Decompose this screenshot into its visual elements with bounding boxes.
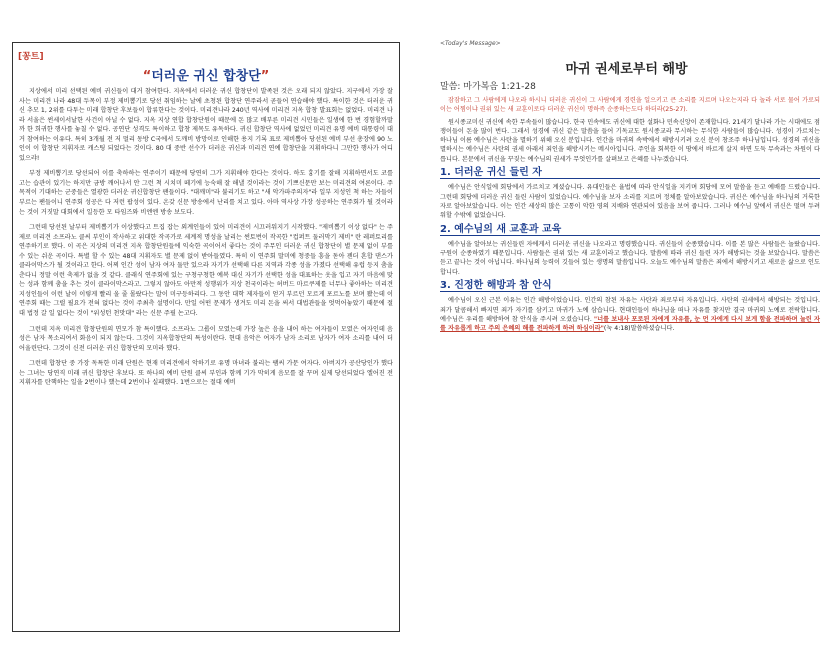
verse-reference: 말씀: 마가복음 1:21-28 [440,82,536,92]
article-paragraph: 그런데 지옥 미리견 합창단원의 면모가 참 특이했다. 소프라노 그룹이 모였는데 가장 높은 음을 내어 하는 여자들이 모였은 여자인데 음성은 남자 목소리여서 화음이 되지 않는다. 그것이 지옥합창단의 특성이란다. 현대 음악은 여자가 남자 소리로 남자가 여자 소리를 내어 더 어울린단다. 그것이 신전 더러운 귀신 합창단의 모미라 했다. [19,325,393,352]
section-paragraph-1: 예수님은 안식일에 회당에서 가르치고 계셨습니다. 유대인들은 율법에 따라 안식일을 지키며 회당에 모여 말씀을 듣고 예배를 드렸습니다. 그런데 회당에 더러운 귀신 들린 사람이 있었습니다. 예수님을 보자 소리를 지르며 정체를 알아보았습니다. 귀신은 예수님을 하나님의 거룩한 자로 알아보았습니다. 이는 인간 세상의 많은 고통이 악한 영의 지배와 연관되어 있음을 보여 줍니다. 그러나 예수님 앞에서 귀신은 떨며 두려워할 수밖에 없었습니다. [440,184,820,220]
article-paragraph: 부정 제비뽑기로 당선되어 이를 축하하는 연주이기 때문에 당연히 그가 지휘해야 한다는 것이다. 하도 흉기를 잘해 지휘하면서도 코를 고는 습관이 있기는 하지만 금방 깨어나서 안 그런 척 시치미 떼기에 능숙해 잘 해낼 것이라는 것이 기쁘신문만 보는 미리견의 여론이다. 주목적이 기대하는 군중들은 열광한 더러운 귀신합창단 팬들이다. "대깨미"라 불리기도 하고 "새 악가파주의자"라 일부 지성인 척 하는 자들이 부르는 팬들이니 연주회 성공은 다 저런 팝성이 있다. 온갖 신문 방송에서 난리를 치고 있다. 아마 역사상 가장 성공하는 연주회가 될 것이라는 것이 거짓말 대회에서 일등한 모 타임즈와 비엔엔 방송 보도다. [19,170,393,216]
right-page [418,0,835,645]
genre-tag: [꽁트] [18,52,44,62]
quote-reference: (눅 4:18)말씀하셨습니다. [603,325,675,333]
section-heading-3: 3. 진정한 해방과 참 안식 [440,281,820,292]
highlighted-quote: "너를 보내사 포로된 자에게 자유를, 눈 먼 자에게 다시 보게 함을 전파하며 눌린 자를 자유롭게 하고 주의 은혜의 해를 전파하게 하려 하심이라" [440,315,820,333]
section-paragraph-2: 예수님을 알아보는 귀신들린 자에게서 더러운 귀신을 나오라고 명령했습니다. 귀신들이 순종했습니다. 이를 본 많은 사람들은 놀랐습니다. 구원이 순종하였기 때문입니다. 사람들은 권위 있는 새 교훈이라고 했습니다. 말씀에 따라 귀신 들린 자가 해방되는 것을 보았습니다. 말씀은 듣고 끝나는 것이 아닙니다. 하나님의 능력이 깃들어 있는 생명의 말씀입니다. 오늘도 예수님의 말씀은 죄에서 해방시키고 새로운 삶으로 인도합니다. [440,240,821,276]
scripture-quote: 잠잠하고 그 사람에게 나오라 하시니 더러운 귀신이 그 사람에게 경련을 일으키고 큰 소리를 지르며 나오는지라 다 놀라 서로 물어 가로되 이는 어찜이냐 권위 있는 새 교훈이로다 더러운 귀신이 명하즉 순종하는도다 하더라(25-27). [440,97,820,114]
article-frame [12,42,400,632]
sermon-body [440,96,820,337]
section-text-3: 예수님이 오신 근본 이유는 인간 해방이었습니다. 인간의 참된 자유는 사탄과 죄로부터 자유입니다. 사탄의 권세에서 해방되는 것입니다. 죄가 달콤해서 빠지면 죄가 자기를 삼키고 마귀가 노예 삼습니다. 현대인들이 하나님을 떠나 자유를 찾지만 결국 마귀의 노예로 전락합니다. 예수님은 우리를 해방하여 참 안식을 주시려 오셨습니다. [440,297,820,323]
section-heading-1: 1. 더러운 귀신 들린 자 [440,168,820,179]
section-heading-2: 2. 예수님의 새 교훈과 교육 [440,225,820,236]
section-paragraph-3 [440,296,820,333]
article-paragraph: 그런데 합창단 중 가장 독특한 미래 단원은 현재 미리견에서 악하기로 유명 마녀라 불리는 팸씨 가문 여자다. 아버지가 공산당인가 했다는 그녀는 당연직 미래 귀신 합창단 후보다. 또 하나의 예비 단원 클씨 부인과 함께 기가 막히게 음모를 잘 꾸며 실제 당선되었다 엘어진 전 지휘자를 탄핵하는 일을 2번이나 했는데 2번이나 실패했다. 1번으로는 절대 예비 [19,360,393,387]
message-label: <Today's Message> [440,40,501,47]
intro-paragraph: 원시종교미신 귀신에 속한 무속들이 많습니다. 한국 민속에도 귀신에 대한 설화나 민속신앙이 존재합니다. 21세기 달나라 가는 시대에도 점쟁이들이 돈을 많이 번다. 그래서 성경에 귀신 같은 말씀을 들어 기독교도 원시종교라 무시하는 무식한 사람들이 많습니다. 성경이 가르치는 하나님 이름 예수님은 사탄을 멸하기 위해 오신 분입니다. 인간을 마귀의 속박에서 해방시키려 오신 분이 창조주 하나님입니다. 성경의 귀신을 멸하시는 예수님은 사탄의 권세 아래서 죄인을 해방시키는 메시아입니다. 주인을 회복한 이 땅에서 바르게 살지 하면 도둑 무속과는 차원이 다릅니다. 본문에서 귀신을 꾸짖는 예수님의 권세가 무엇인가를 살펴보고 은혜를 나누겠습니다. [440,118,821,163]
article-paragraph: 그런데 당선된 날부터 제비뽑기가 이상했다고 트집 잡는 외계인들이 있어 미리견이 시끄러워지기 시작했다. "제비뽑기 이상 없다" 는 주제로 미리견 소프라노 클씨 부인이 작사하고 위대한 작곡가로 세계적 명성을 날리는 썬토번이 작곡한 "컵퍼트 둘러막기 제비" 란 레퍼토리를 연주하기로 했다. 이 곡은 지상의 미리견 지옥 합창단원들에 익숙한 곡이어서 좋다는 것이 주무인 더러운 귀신 합창단이 별 문제 없이 부를 수 있는 쉬운 곡이다. 특별 할 수 있는 48대 지휘자도 별 문제 없이 받아들였다. 특히 이 연주회 말미에 청중들 흥을 돋아 젠더 혼합 댄스가 클라이막스가 될 것이라고 한다. 어찌 인간 성이 남자 여자 둘만 있으라 자기가 선택해 다른 지역과 각종 성을 가졌다 선택해 유럽 등지 춤을 춘다니 정말 이런 축제가 없을 것 같다. 클래식 연주회에 있는 구청구청한 예복 대신 자기가 선택한 성을 대표하는 옷을 입고 자기 마음에 맞는 성과 함께 춤을 추는 것이 클라이막스라고. 그렇지 않아도 아만적 성행위가 지상 천국이라는 허버드 마르쿠제를 너무나 좋아하는 미리견 지성인들이 이런 날이 이렇게 빨리 올 줄 몰랐다는 말이 미구등하리다. 그 동안 대학 제자들이 얻거 부르던 모르게 포르노를 보며 봤는데 이 연주회 때는 그럴 필요가 전혀 없다는 것이 주최측 설명이다. 만일 어떤 문제가 생겨도 미리 돈을 써서 대법관들을 엇먹어놓았기 때문에 절대 법정 갈 일 없다는 것이 "위성턴 천맛대" 라는 신문 주필 논고다. [19,224,394,318]
article-body [19,87,393,394]
article-title: “더러운 귀신 합창단” [142,69,270,84]
article-paragraph: 지상에서 미리 선택된 예비 귀신들이 대거 참여한다. 지옥에서 더러운 귀신 합창단이 발족된 것은 오래 되지 않았다. 지구에서 가장 잘 사는 미리견 나라 48대 두목이 부정 제비뽑기로 당선 취임하는 날에 초청된 합창단 연주라서 곧들어 연습해야 했다. 특이한 것은 더러운 귀신 추모 1, 2위를 다투는 미래 합창단 후보들이 합류한다는 것이다. 미리견나라 240년 역사에 미리견 지옥 합창 발표회는 없었다. 미리견 나라 서울은 썬세이서날한 사건이 아닐 수 없다. 지옥 지상 연합 합창단원이 때문에 돈 많고 배부른 미리견 시민들은 일생에 한 번 경험할까말까 한 희귀한 행사를 놓칠 수 없다. 공연단 성격도 특이하고 합창 제목도 유독하다. 귀신 합창단 역사에 없었던 미리견 유명 예비 대통령이 대거 참여하는 이유다. 특히 3개월 전 저 멀리 동방 C국에서 도깨비 방망이로 인해한 용지 기록 표로 제비뽑아 당선된 예비 부선 총장에 90 노인이 이 합창단 지휘자로 캐스팅 되었다는 것이다. 80 대 중반 선수가 더러운 귀신과 미리견 연예 합창단을 지휘하다니 그만한 행사가 어디 있으랴! [19,88,393,162]
sermon-title: 마귀 권세로부터 해방 [565,62,688,77]
article-title-text: 더러운 귀신 합창단 [151,69,261,84]
